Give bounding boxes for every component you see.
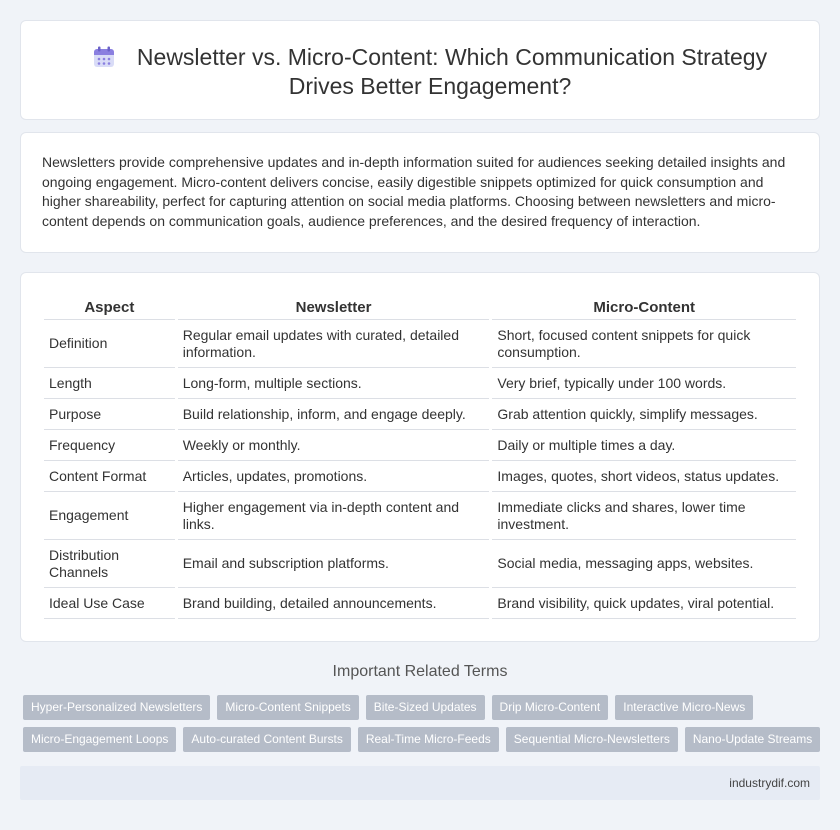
footer-site-link[interactable]: industrydif.com — [729, 776, 810, 790]
related-term-tag[interactable]: Micro-Content Snippets — [217, 695, 358, 720]
comparison-table — [41, 296, 799, 619]
related-term-tag[interactable]: Interactive Micro-News — [615, 695, 753, 720]
related-term-tag[interactable]: Micro-Engagement Loops — [23, 727, 176, 752]
row-aspect: Definition — [44, 320, 175, 368]
intro-card — [20, 132, 820, 253]
table-row — [44, 540, 796, 588]
row-micro-content: Images, quotes, short videos, status updates. — [492, 461, 796, 492]
row-aspect: Purpose — [44, 399, 175, 430]
row-aspect: Length — [44, 368, 175, 399]
related-term-tag[interactable]: Real-Time Micro-Feeds — [358, 727, 499, 752]
related-term-tag[interactable]: Auto-curated Content Bursts — [183, 727, 350, 752]
table-row — [44, 588, 796, 619]
intro-text: Newsletters provide comprehensive updates and in-depth information suited for audiences seeking detailed insights and ongoing engagement. Micro-content delivers concise, easily digestible snippets optimized for quick consumption and higher shareability, perfect for capturing attention on social media platforms. Choosing between newsletters and micro-content depends on communication goals, audience preferences, and the desired frequency of interaction. — [42, 154, 786, 229]
row-newsletter: Regular email updates with curated, detailed information. — [178, 320, 490, 368]
calendar-icon — [93, 46, 115, 68]
row-aspect: Frequency — [44, 430, 175, 461]
row-newsletter: Email and subscription platforms. — [178, 540, 490, 588]
table-row — [44, 430, 796, 461]
header-aspect: Aspect — [44, 296, 175, 320]
row-newsletter: Build relationship, inform, and engage deeply. — [178, 399, 490, 430]
table-row — [44, 320, 796, 368]
row-newsletter: Long-form, multiple sections. — [178, 368, 490, 399]
header-card — [20, 20, 820, 120]
row-aspect: Distribution Channels — [44, 540, 175, 588]
related-term-tag[interactable]: Drip Micro-Content — [492, 695, 609, 720]
row-micro-content: Daily or multiple times a day. — [492, 430, 796, 461]
row-aspect: Ideal Use Case — [44, 588, 175, 619]
table-row — [44, 492, 796, 540]
row-micro-content: Social media, messaging apps, websites. — [492, 540, 796, 588]
footer — [20, 766, 820, 800]
table-header-row — [44, 296, 796, 320]
row-newsletter: Higher engagement via in-depth content and links. — [178, 492, 490, 540]
row-newsletter: Articles, updates, promotions. — [178, 461, 490, 492]
row-micro-content: Brand visibility, quick updates, viral potential. — [492, 588, 796, 619]
page-title: Newsletter vs. Micro-Content: Which Communication Strategy Drives Better Engagement? — [136, 44, 768, 99]
related-terms-tags — [23, 695, 823, 759]
related-term-tag[interactable]: Nano-Update Streams — [685, 727, 820, 752]
related-term-tag[interactable]: Bite-Sized Updates — [366, 695, 485, 720]
tag-row-1 — [23, 695, 823, 720]
row-newsletter: Weekly or monthly. — [178, 430, 490, 461]
related-terms-title: Important Related Terms — [332, 663, 508, 680]
comparison-table-card — [20, 272, 820, 642]
table-row — [44, 461, 796, 492]
row-micro-content: Grab attention quickly, simplify messages. — [492, 399, 796, 430]
row-micro-content: Immediate clicks and shares, lower time investment. — [492, 492, 796, 540]
row-micro-content: Short, focused content snippets for quick consumption. — [492, 320, 796, 368]
header-micro-content: Micro-Content — [492, 296, 796, 320]
related-term-tag[interactable]: Sequential Micro-Newsletters — [506, 727, 678, 752]
tag-row-2 — [23, 727, 823, 752]
header-newsletter: Newsletter — [178, 296, 490, 320]
page-title-wrap — [21, 43, 819, 101]
row-micro-content: Very brief, typically under 100 words. — [492, 368, 796, 399]
row-aspect: Content Format — [44, 461, 175, 492]
related-term-tag[interactable]: Hyper-Personalized Newsletters — [23, 695, 210, 720]
table-row — [44, 368, 796, 399]
table-row — [44, 399, 796, 430]
row-aspect: Engagement — [44, 492, 175, 540]
row-newsletter: Brand building, detailed announcements. — [178, 588, 490, 619]
